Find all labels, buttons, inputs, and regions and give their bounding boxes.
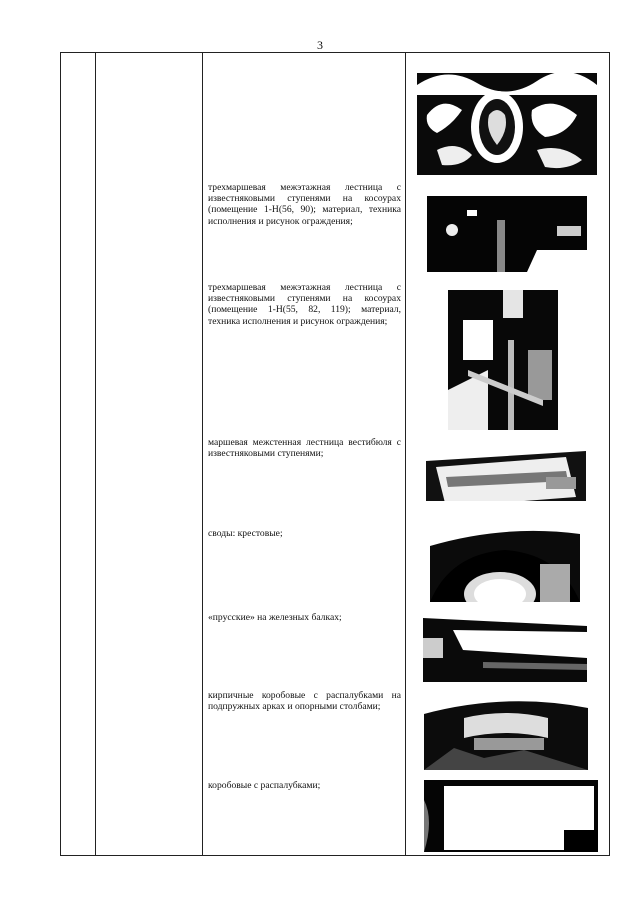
- ornamental-relief-photo: [417, 55, 597, 175]
- column-divider-1: [95, 52, 96, 856]
- object-description: маршевая межстенная лестница вестибюля с известняковыми ступенями;: [208, 437, 401, 460]
- object-description: трехмаршевая межэтажная лестница с известняковыми ступенями на косоурах (помещение 1-Н(55, 82, 119); материал, техника исполнения и рисунок ограждения;: [208, 282, 401, 327]
- staircase-photo: [427, 190, 587, 272]
- barrel-vault-photo: [424, 688, 588, 770]
- barrel-vault-photo: [424, 780, 598, 852]
- cross-vault-photo: [430, 524, 580, 602]
- object-description: своды: крестовые;: [208, 528, 283, 539]
- staircase-photo: [448, 280, 558, 430]
- object-description: кирпичные коробовые с распалубками на подпружных арках и опорными столбами;: [208, 690, 401, 713]
- column-divider-2: [202, 52, 203, 856]
- object-description: коробовые с распалубками;: [208, 780, 321, 791]
- object-description: «прусские» на железных балках;: [208, 612, 342, 623]
- prussian-vault-photo: [423, 610, 587, 682]
- object-description: трехмаршевая межэтажная лестница с известняковыми ступенями на косоурах (помещение 1-Н(56, 90); материал, техника исполнения и рисунок ограждения;: [208, 182, 401, 227]
- vestibule-staircase-photo: [426, 437, 586, 515]
- page-number: 3: [317, 38, 323, 52]
- column-divider-3: [405, 52, 406, 856]
